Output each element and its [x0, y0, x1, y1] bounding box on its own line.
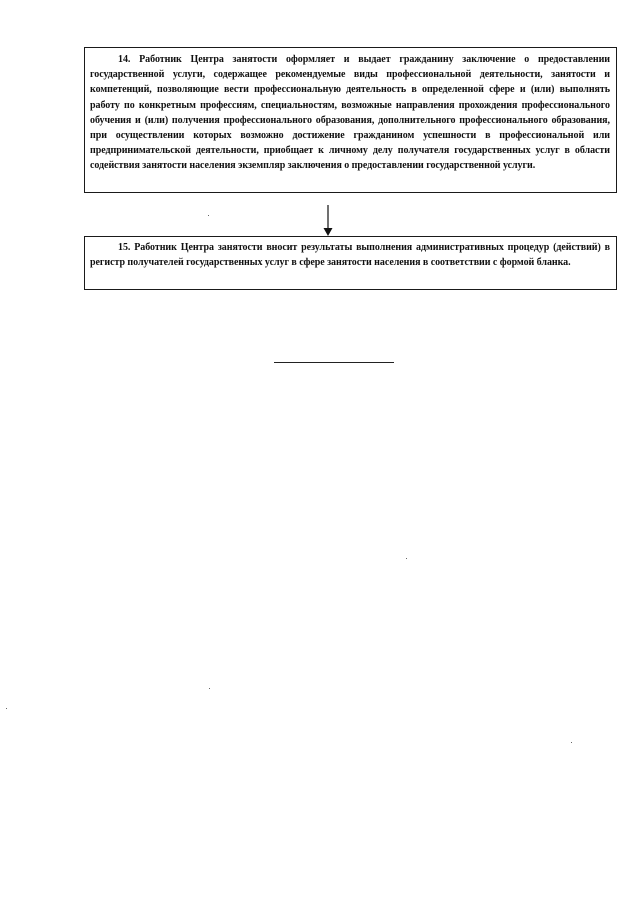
step-14-number: 14. — [118, 54, 131, 65]
scan-speck — [208, 215, 209, 216]
flow-arrow-icon — [321, 205, 335, 237]
step-15-description: Работник Центра занятости вносит результаты выполнения административных процедур (действий) в регистр получателей государственных услуг в сфере занятости населения в соответствии с формой бланка. — [90, 242, 610, 269]
step-14-text — [90, 52, 610, 174]
scan-speck — [209, 688, 210, 689]
scan-speck — [571, 742, 572, 743]
end-divider-line — [274, 362, 394, 363]
step-15-number: 15. — [118, 242, 131, 253]
step-14-box — [84, 47, 617, 193]
step-14-description: Работник Центра занятости оформляет и выдает гражданину заключение о предоставлении государственной услуги, содержащее рекомендуемые виды профессиональной деятельности, занятости и компетенций, позволяющие вести профессиональную деятельность в определенной сфере и (или) выполнять работу по конкретным профессиям, специальностям, возможные направления прохождения профессионального обучения и (или) получения профессионального образования, дополнительного профессионального образования, при осуществлении которых возможно достижение гражданином успешности в профессиональной или предпринимательской деятельности, приобщает к личному делу получателя государственных услуг в области содействия занятости населения экземпляр заключения о предоставлении государственной услуги. — [90, 54, 611, 172]
step-15-box — [84, 236, 617, 290]
step-15-text — [90, 240, 610, 270]
scan-speck — [406, 558, 407, 559]
scan-speck — [6, 708, 7, 709]
